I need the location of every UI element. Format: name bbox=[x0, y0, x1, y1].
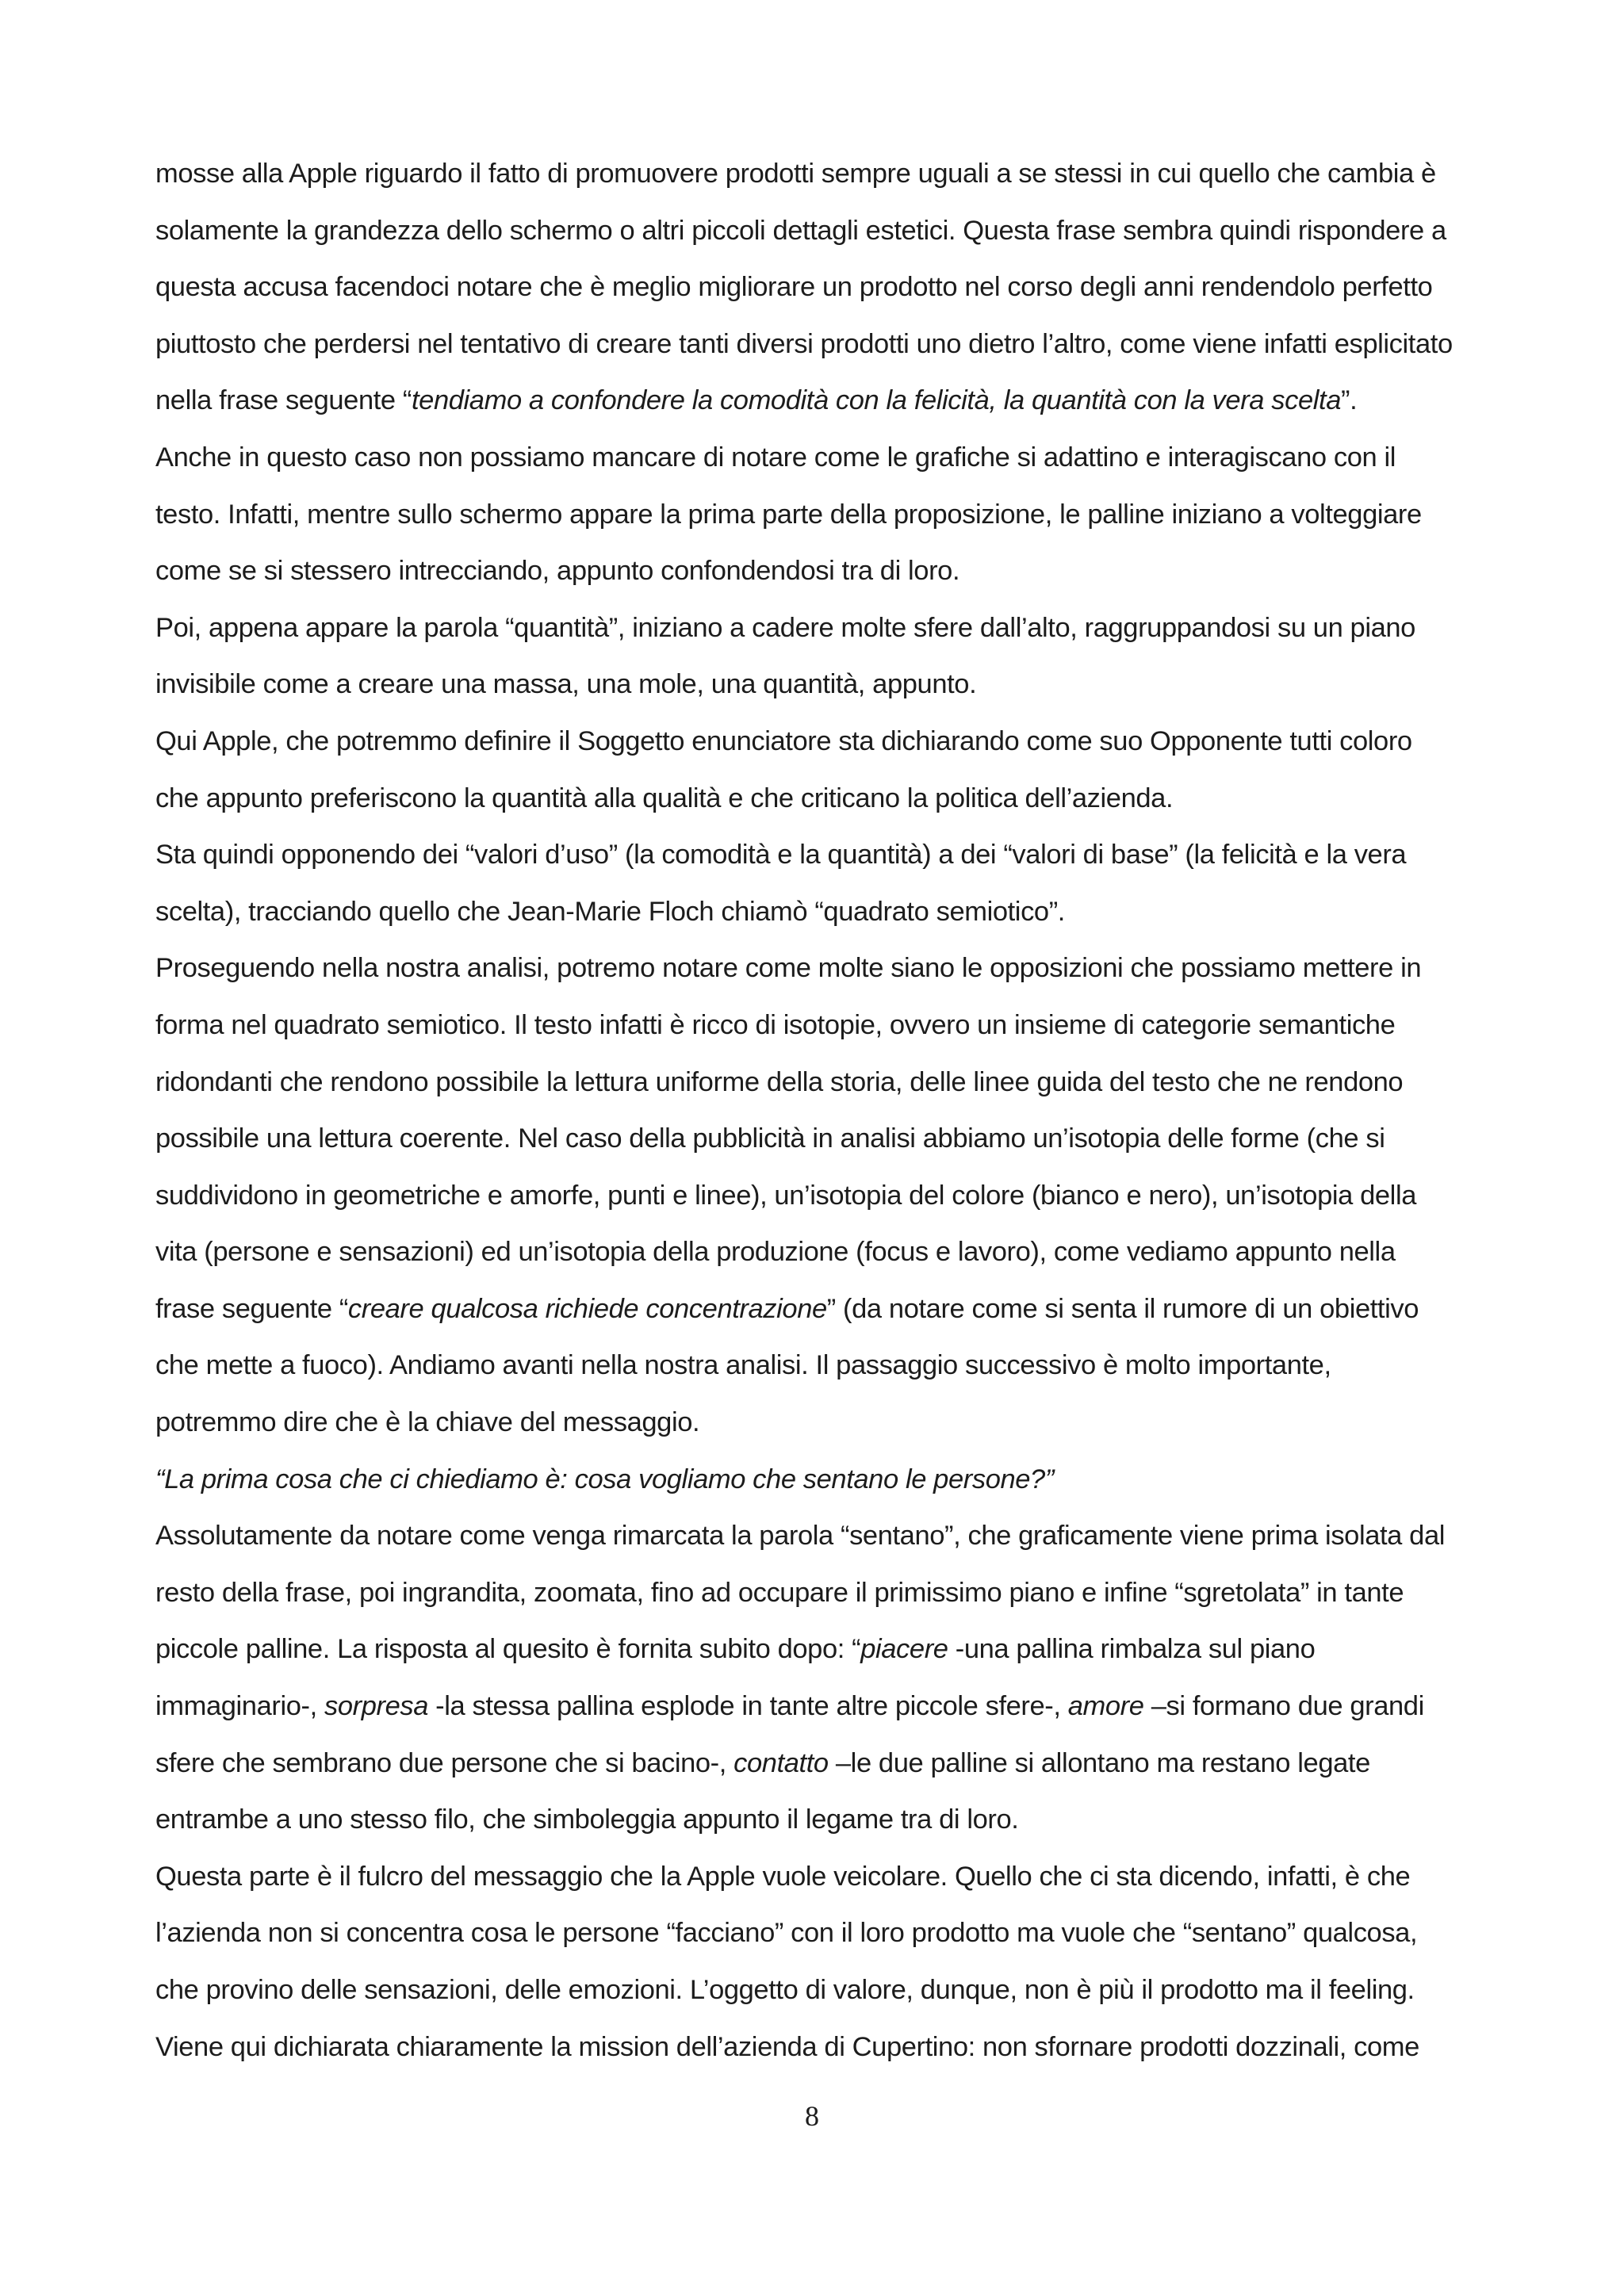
text-line bbox=[155, 1905, 1488, 1962]
text-span: che provino delle sensazioni, delle emozioni. L’oggetto di valore, dunque, non è più il prodotto ma il feeling. bbox=[155, 1975, 1415, 2005]
text-line bbox=[155, 1678, 1488, 1735]
text-span: vita (persone e sensazioni) ed un’isotopia della produzione (focus e lavoro), come vediamo appunto nella bbox=[155, 1237, 1396, 1268]
text-span: solamente la grandezza dello schermo o altri piccoli dettagli estetici. Questa frase sembra quindi rispondere a bbox=[155, 215, 1446, 246]
text-line bbox=[155, 656, 1488, 714]
text-span: -una pallina rimbalza sul piano bbox=[948, 1634, 1316, 1665]
text-span: piuttosto che perdersi nel tentativo di creare tanti diversi prodotti uno dietro l’altro, come viene infatti esplicitato bbox=[155, 328, 1453, 359]
text-span: ”. bbox=[1340, 385, 1358, 416]
text-line bbox=[155, 1452, 1488, 1509]
text-span: testo. Infatti, mentre sullo schermo appare la prima parte della proposizione, le palline iniziano a volteggiare bbox=[155, 499, 1422, 530]
text-span: questa accusa facendoci notare che è meglio migliorare un prodotto nel corso degli anni rendendolo perfetto bbox=[155, 272, 1433, 303]
text-span: Questa parte è il fulcro del messaggio che la Apple vuole veicolare. Quello che ci sta dicendo, infatti, è che bbox=[155, 1861, 1411, 1892]
italic-text: sorpresa bbox=[324, 1691, 428, 1722]
text-span: –le due palline si allontano ma restano legate bbox=[828, 1747, 1370, 1778]
text-line bbox=[155, 430, 1488, 487]
text-span: come se si stessero intrecciando, appunto confondendosi tra di loro. bbox=[155, 556, 960, 587]
text-span: Assolutamente da notare come venga rimarcata la parola “sentano”, che graficamente viene prima isolata dal bbox=[155, 1521, 1445, 1552]
text-line bbox=[155, 1621, 1488, 1678]
text-line bbox=[155, 1281, 1488, 1338]
text-line bbox=[155, 1849, 1488, 1906]
text-line bbox=[155, 487, 1488, 544]
text-line bbox=[155, 1111, 1488, 1168]
text-line bbox=[155, 771, 1488, 828]
text-span: che mette a fuoco). Andiamo avanti nella nostra analisi. Il passaggio successivo è molto importante, bbox=[155, 1350, 1331, 1381]
text-span: forma nel quadrato semiotico. Il testo infatti è ricco di isotopie, ovvero un insieme di categorie semantiche bbox=[155, 1009, 1396, 1040]
text-span: immaginario-, bbox=[155, 1691, 324, 1722]
text-span: mosse alla Apple riguardo il fatto di promuovere prodotti sempre uguali a se stessi in cui quello che cambia è bbox=[155, 159, 1436, 189]
text-span: Proseguendo nella nostra analisi, potremo notare come molte siano le opposizioni che possiamo mettere in bbox=[155, 953, 1422, 984]
italic-text: tendiamo a confondere la comodità con la felicità, la quantità con la vera scelta bbox=[412, 385, 1341, 416]
text-line bbox=[155, 1962, 1488, 2019]
text-span: Sta quindi opponendo dei “valori d’uso” (la comodità e la quantità) a dei “valori di base” (la felicità e la vera bbox=[155, 840, 1407, 871]
text-line bbox=[155, 146, 1488, 203]
text-line bbox=[155, 2019, 1488, 2076]
text-line bbox=[155, 1792, 1488, 1849]
text-span: -la stessa pallina esplode in tante altre piccole sfere-, bbox=[428, 1691, 1068, 1722]
text-line bbox=[155, 714, 1488, 771]
text-line bbox=[155, 316, 1488, 373]
text-line bbox=[155, 997, 1488, 1054]
text-span: l’azienda non si concentra cosa le persone “facciano” con il loro prodotto ma vuole che “sentano” qualcosa, bbox=[155, 1918, 1418, 1949]
italic-text: “La prima cosa che ci chiediamo è: cosa vogliamo che sentano le persone?” bbox=[155, 1464, 1054, 1494]
text-span: scelta), tracciando quello che Jean-Marie Floch chiamò “quadrato semiotico”. bbox=[155, 896, 1065, 927]
text-span: piccole palline. La risposta al quesito è fornita subito dopo: “ bbox=[155, 1634, 861, 1665]
text-span: Qui Apple, che potremmo definire il Soggetto enunciatore sta dichiarando come suo Opponente tutti coloro bbox=[155, 725, 1412, 756]
text-line bbox=[155, 1735, 1488, 1793]
text-span: Poi, appena appare la parola “quantità”, iniziano a cadere molte sfere dall’alto, raggruppandosi su un piano bbox=[155, 612, 1415, 643]
text-line bbox=[155, 1565, 1488, 1622]
page-number: 8 bbox=[805, 2100, 819, 2132]
text-line bbox=[155, 1395, 1488, 1452]
text-line bbox=[155, 543, 1488, 600]
italic-text: contatto bbox=[733, 1747, 829, 1778]
text-line bbox=[155, 1508, 1488, 1565]
italic-text: amore bbox=[1067, 1691, 1144, 1722]
text-span: entrambe a uno stesso filo, che simboleggia appunto il legame tra di loro. bbox=[155, 1804, 1019, 1835]
text-span: sfere che sembrano due persone che si bacino-, bbox=[155, 1747, 734, 1778]
text-line bbox=[155, 940, 1488, 997]
text-line bbox=[155, 1224, 1488, 1281]
text-span: Anche in questo caso non possiamo mancare di notare come le grafiche si adattino e interagiscano con il bbox=[155, 442, 1396, 473]
text-span: resto della frase, poi ingrandita, zoomata, fino ad occupare il primissimo piano e infine “sgretolata” in tante bbox=[155, 1577, 1404, 1608]
text-span: nella frase seguente “ bbox=[155, 385, 412, 416]
text-span: ” (da notare come si senta il rumore di un obiettivo bbox=[826, 1293, 1419, 1324]
text-line bbox=[155, 827, 1488, 884]
text-span: –si formano due grandi bbox=[1143, 1691, 1424, 1722]
text-line bbox=[155, 1054, 1488, 1112]
text-line bbox=[155, 203, 1488, 260]
text-line bbox=[155, 373, 1488, 430]
text-span: che appunto preferiscono la quantità alla qualità e che criticano la politica dell’azienda. bbox=[155, 783, 1174, 813]
text-span: Viene qui dichiarata chiaramente la mission dell’azienda di Cupertino: non sfornare prodotti dozzinali, come bbox=[155, 2031, 1419, 2062]
text-span: invisibile come a creare una massa, una mole, una quantità, appunto. bbox=[155, 669, 977, 700]
text-line bbox=[155, 600, 1488, 657]
text-span: ridondanti che rendono possibile la lettura uniforme della storia, delle linee guida del testo che ne rendono bbox=[155, 1066, 1404, 1097]
text-line bbox=[155, 1168, 1488, 1225]
text-line bbox=[155, 259, 1488, 316]
italic-text: piacere bbox=[860, 1634, 948, 1665]
text-span: frase seguente “ bbox=[155, 1293, 348, 1324]
text-line bbox=[155, 1337, 1488, 1395]
text-span: potremmo dire che è la chiave del messaggio. bbox=[155, 1407, 700, 1438]
text-line bbox=[155, 884, 1488, 941]
text-span: possibile una lettura coerente. Nel caso della pubblicità in analisi abbiamo un’isotopia delle forme (che si bbox=[155, 1123, 1385, 1154]
body-text bbox=[155, 146, 1488, 2076]
text-span: suddividono in geometriche e amorfe, punti e linee), un’isotopia del colore (bianco e nero), un’isotopia della bbox=[155, 1180, 1417, 1211]
italic-text: creare qualcosa richiede concentrazione bbox=[347, 1293, 827, 1324]
